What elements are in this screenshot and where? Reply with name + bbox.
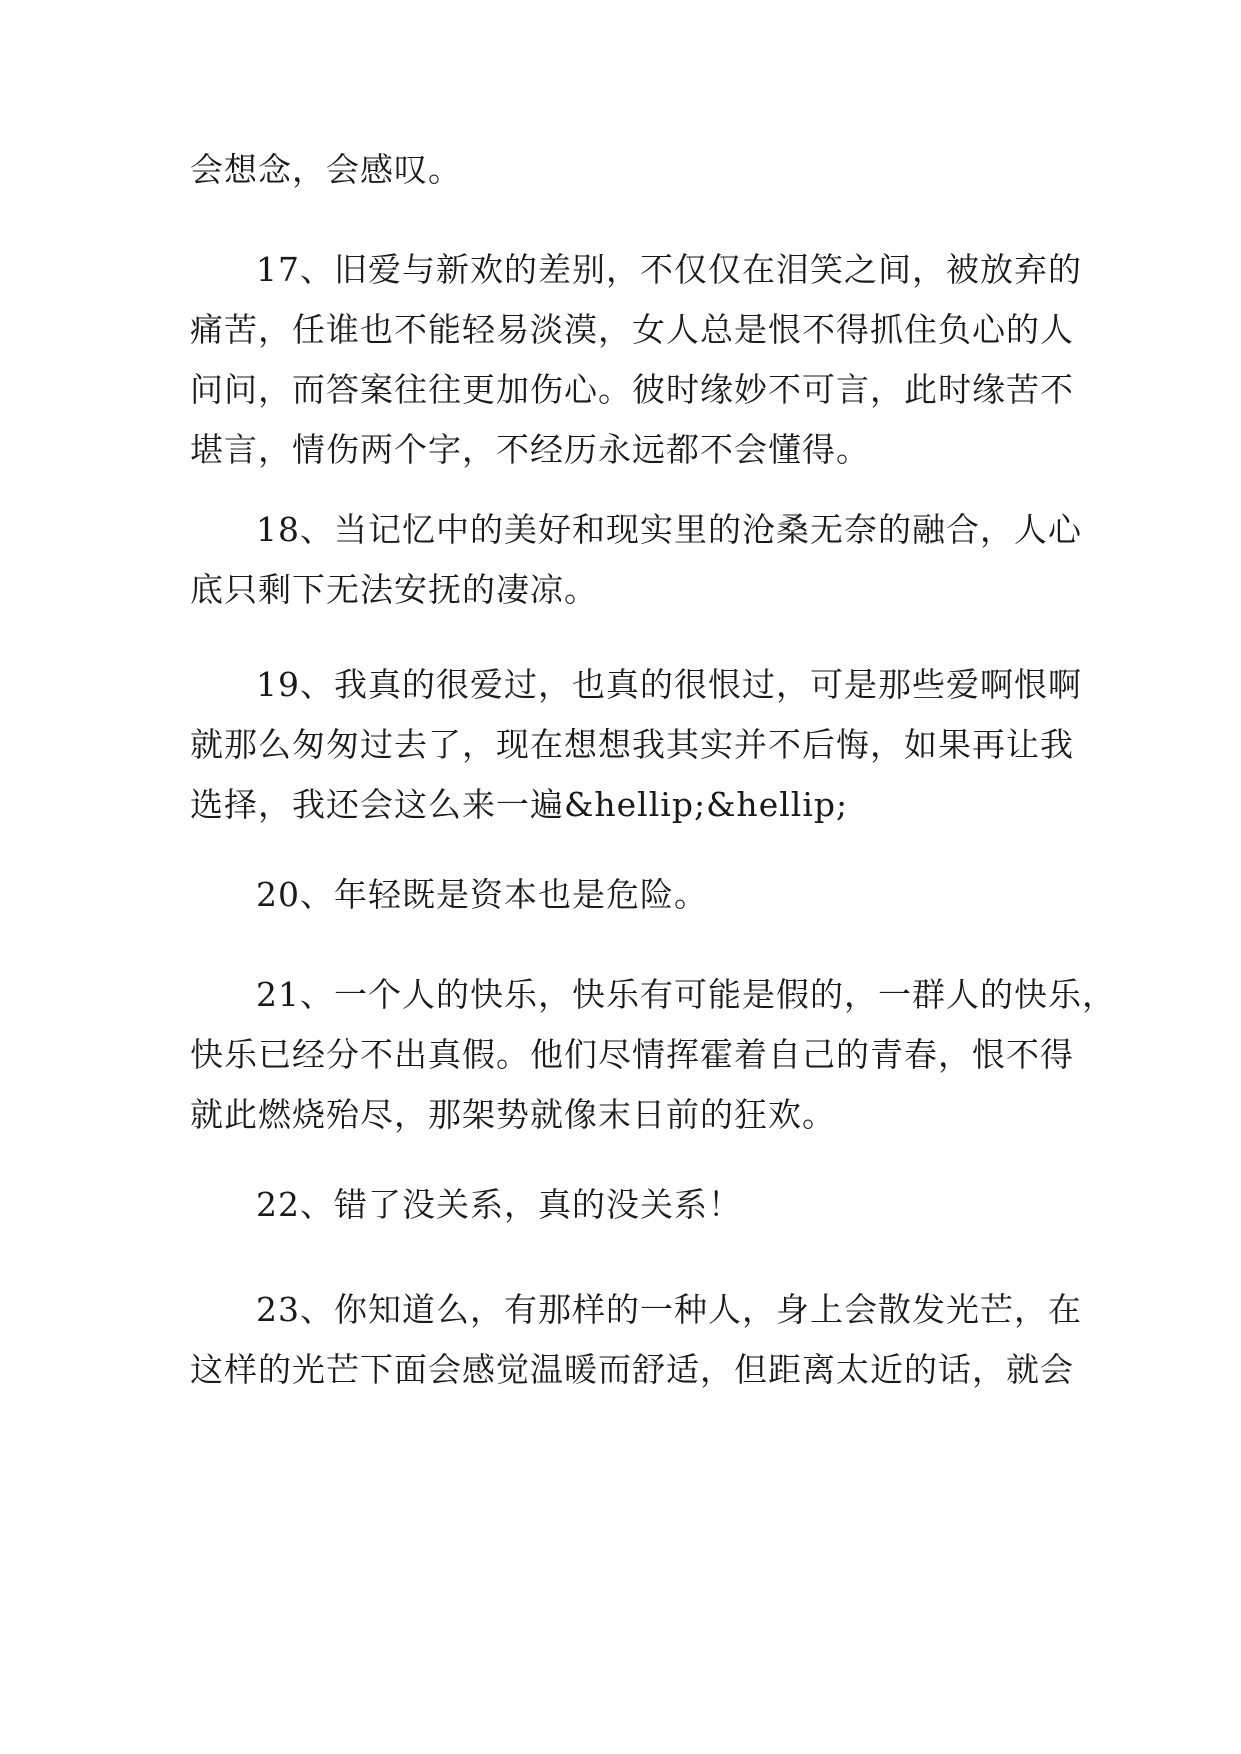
text-line: 底只剩下无法安抚的凄凉。 (190, 570, 598, 609)
text-line: 18、当记忆中的美好和现实里的沧桑无奈的融合，人心 (256, 510, 1082, 549)
text-line: 21、一个人的快乐，快乐有可能是假的，一群人的快乐， (256, 975, 1116, 1014)
text-line: 就此燃烧殆尽，那架势就像末日前的狂欢。 (190, 1095, 836, 1134)
paragraph-21 (190, 965, 1116, 1145)
text-line: 17、旧爱与新欢的差别，不仅仅在泪笑之间，被放弃的 (256, 250, 1082, 289)
paragraph-18 (190, 500, 1082, 620)
paragraph-19 (190, 655, 1082, 835)
paragraph-23 (190, 1280, 1082, 1400)
text-line: 会想念，会感叹。 (190, 150, 462, 189)
text-line: 19、我真的很爱过，也真的很恨过，可是那些爱啊恨啊 (256, 665, 1082, 704)
text-line: 问问，而答案往往更加伤心。彼时缘妙不可言，此时缘苦不 (190, 370, 1074, 409)
text-line: 20、年轻既是资本也是危险。 (256, 875, 708, 914)
text-line: 23、你知道么，有那样的一种人，身上会散发光芒，在 (256, 1290, 1082, 1329)
text-line: 快乐已经分不出真假。他们尽情挥霍着自己的青春，恨不得 (190, 1035, 1074, 1074)
text-line: 堪言，情伤两个字，不经历永远都不会懂得。 (190, 430, 870, 469)
paragraph-continuation (190, 140, 1060, 200)
text-line: 选择，我还会这么来一遍&hellip;&hellip; (190, 785, 849, 824)
text-line: 这样的光芒下面会感觉温暖而舒适，但距离太近的话，就会 (190, 1350, 1074, 1389)
paragraph-20 (190, 865, 1060, 925)
paragraph-17 (190, 240, 1082, 480)
text-line: 痛苦，任谁也不能轻易淡漠，女人总是恨不得抓住负心的人 (190, 310, 1074, 349)
text-line: 22、错了没关系，真的没关系！ (256, 1185, 742, 1224)
paragraph-22 (190, 1175, 1060, 1235)
text-line: 就那么匆匆过去了，现在想想我其实并不后悔，如果再让我 (190, 725, 1074, 764)
